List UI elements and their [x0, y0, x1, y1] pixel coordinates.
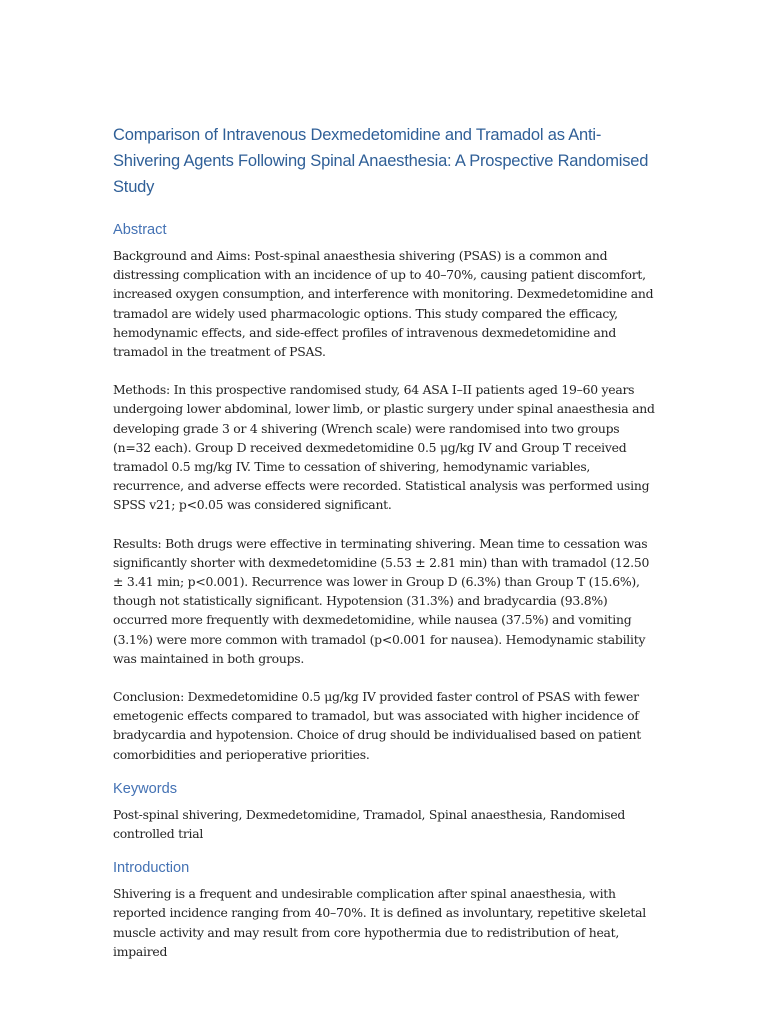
introduction-heading: Introduction	[113, 860, 190, 877]
introduction-text: Shivering is a frequent and undesirable complication after spinal anaesthesia, with reported incidence ranging from 40–70%. It is defined as involuntary, repetitive skeletal muscle activity and may result from core hypothermia due to redistribution of heat, impaired	[113, 886, 646, 959]
keywords-text: Post-spinal shivering, Dexmedetomidine, Tramadol, Spinal anaesthesia, Randomised controlled trial	[113, 806, 626, 842]
keywords-heading: Keywords	[113, 780, 178, 797]
abstract-results: Results: Both drugs were effective in terminating shivering. Mean time to cessation was significantly shorter with dexmedetomidine (5.53 ± 2.81 min) than with tramadol (12.50 ± 3.41 min; p<0.001). Recurrence was lower in Group D (6.3%) than Group T (15.6%), though not statistically significant. Hypotension (31.3%) and bradycardia (93.8%) occurred more frequently with dexmedetomidine, while nausea (37.5%) and vomiting (3.1%) were more common with tramadol (p<0.001 for nausea). Hemodynamic stability was maintained in both groups.	[113, 535, 650, 666]
paper-title: Comparison of Intravenous Dexmedetomidine and Tramadol as Anti-Shivering Agents Following Spinal Anaesthesia: A Prospective Randomised Study	[113, 126, 649, 196]
abstract-methods: Methods: In this prospective randomised study, 64 ASA I–II patients aged 19–60 years undergoing lower abdominal, lower limb, or plastic surgery under spinal anaesthesia and developing grade 3 or 4 shivering (Wrench scale) were randomised into two groups (n=32 each). Group D received dexmedetomidine 0.5 μg/kg IV and Group T received tramadol 0.5 mg/kg IV. Time to cessation of shivering, hemodynamic variables, recurrence, and adverse effects were recorded. Statistical analysis was performed using SPSS v21; p<0.05 was considered significant.	[113, 382, 655, 513]
abstract-conclusion: Conclusion: Dexmedetomidine 0.5 μg/kg IV provided faster control of PSAS with fewer emetogenic effects compared to tramadol, but was associated with higher incidence of bradycardia and hypotension. Choice of drug should be individualised based on patient comorbidities and perioperative priorities.	[113, 689, 641, 762]
document-page	[113, 122, 658, 961]
abstract-background: Background and Aims: Post-spinal anaesthesia shivering (PSAS) is a common and distressing complication with an incidence of up to 40–70%, causing patient discomfort, increased oxygen consumption, and interference with monitoring. Dexmedetomidine and tramadol are widely used pharmacologic options. This study compared the efficacy, hemodynamic effects, and side-effect profiles of intravenous dexmedetomidine and tramadol in the treatment of PSAS.	[113, 248, 654, 360]
abstract-heading: Abstract	[113, 222, 167, 238]
